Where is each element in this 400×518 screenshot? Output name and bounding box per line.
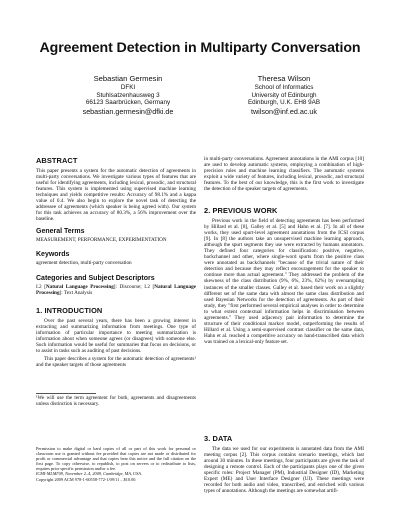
keywords-heading: Keywords: [36, 251, 70, 258]
author-email: sebastian.germesin@dfki.de: [82, 106, 174, 116]
categories-part: I.2 [: [36, 284, 46, 290]
abstract-heading: ABSTRACT: [36, 156, 78, 165]
author-address: University of Edinburgh: [251, 91, 317, 99]
author-2: [194, 74, 374, 116]
permission-block: [36, 446, 196, 482]
categories-heading: Categories and Subject Descriptors: [36, 275, 155, 282]
introduction-paragraph: This paper describes a system for the automatic detection of agreements¹ and the speaker targets of those agreements: [36, 356, 196, 369]
keywords-section: [36, 251, 196, 266]
footnote: [36, 395, 196, 407]
author-email: twilson@inf.ed.ac.uk: [250, 106, 318, 116]
data-heading: 3. DATA: [204, 434, 233, 443]
categories-bold: Natural Language Processing: [45, 284, 114, 290]
author-block: [0, 74, 400, 134]
paper-title: Agreement Detection in Multiparty Conversation: [39, 40, 361, 56]
general-terms-heading: General Terms: [36, 228, 85, 235]
categories-bold: Natural Language Processing: [36, 284, 196, 297]
abstract-section: [36, 156, 196, 222]
categories-text: [36, 284, 196, 296]
author-city: 66123 Saarbrücken, Germany: [85, 99, 171, 107]
author-address: Stuhlsatzenhausweg 3: [96, 91, 160, 99]
general-terms-section: [36, 228, 196, 243]
keywords-text: agreement detection, multi-party conversation: [36, 260, 132, 266]
data-section: [204, 434, 364, 494]
introduction-section: [36, 306, 196, 368]
introduction-heading: 1. INTRODUCTION: [36, 306, 103, 315]
previous-work-text: Previous work in the field of detecting agreements has been performed by Hillard et al. [8], Galley et al. [5] and Hahn et al. [7]. In all of these works, they used spurt-level agreement annotations from the ICSI corpus [9]. In [8] the authors take an unsupervised machine learning approach, although the spurt segments they use were extracted by humans annotators. They defined four categories for classification: positive, negative, backchannel and other, where single-word spurts from the positive class were annotated as backchannels "because of the trivial nature of their detection and because they may reflect encouragement for the speaker to continue more than actual agreement." They addressed the problem of the skewness of the class distribution (9%, 6%, 23%, 62%) by oversampling instances of the smaller classes. Galley et al. based their work on a slightly different set of the same data with almost the same class distribution and used Bayesian Networks for the detection of agreements. As part of their study, they "first performed several empirical analyses in order to determine to what extent contextual information helps in discrimination between agreements." They used adjacency pair information to determine the structure of their conditional markov model, outperforming the results of Hillard et al. Using a semi-supervised contrast classifier on the same data, Hahn et al. reached a competitive accuracy on hand-transcribed data which was trained on a lexical-only feature set.: [204, 218, 364, 345]
categories-section: [36, 275, 196, 296]
intro-continuation: [204, 156, 364, 192]
intro-continuation-text: in multi-party conversations. Agreement annotations in the AMI corpus [10] are used to develop automatic systems, employing a combination of high-precision rules and machine learning classifiers. The automatic systems exploit a wide variety of features, including lexical, prosodic, and structural features. To the best of our knowledge, this is the first work to investigate the detection of the speaker targets of agreements.: [204, 156, 364, 193]
footnote-rule: [36, 393, 96, 394]
permission-text: Permission to make digital or hard copies of all or part of this work for personal or classroom use is granted without fee provided that copies are not made or distributed for profit or commercial advantage and that copies bear this notice and the full citation on the first page. To copy otherwise, to republish, to post on servers or to redistribute to lists, requires prior specific permission and/or a fee.: [36, 446, 196, 472]
author-name: Theresa Wilson: [257, 74, 311, 83]
introduction-paragraph: Over the past several years, there has been a growing interest in extracting and summarizing information from meetings. One type of information of particular importance to meeting summarization is information about when someone agrees (or disagrees) with someone else. Such information would be useful for summaries that focus on decisions, or to assist in tasks such as auditing of past decisions.: [36, 318, 196, 355]
copyright-text: Copyright 2009 ACM 978-1-60558-772-1/09/11 ...$10.00.: [36, 476, 137, 482]
previous-work-section: [204, 206, 364, 345]
author-affiliation: School of Informatics: [254, 84, 314, 91]
author-1: [38, 74, 218, 116]
venue-text: ICMI-MLMI'09, November 2–4, 2009, Cambridge, MA, USA.: [36, 471, 142, 477]
categories-part: ]: Text Analysis: [59, 290, 93, 297]
footnote-text: ¹We will use the term agreement for both, agreements and disagreements unless distinction is necessary.: [36, 395, 196, 408]
author-city: Edinburgh, U.K. EH8 9AB: [247, 99, 321, 107]
previous-work-heading: 2. PREVIOUS WORK: [204, 206, 278, 215]
author-name: Sebastian Germesin: [93, 74, 163, 83]
author-affiliation: DFKI: [120, 84, 136, 91]
categories-part: ]: Discourse; I.2 [: [113, 284, 155, 290]
abstract-text: This paper presents a system for the automatic detection of agreements in multi-party conversations. We investigate various types of features that are useful for identifying agreements, including lexical, prosodic, and structural features. This system is implemented using supervised machine learning techniques and yields competitive results: Accuracy of 98.1% and a kappa value of 0.4. We also begin to explore the novel task of detecting the addressee of agreements (which speaker is being agreed with). Our system for this task achieves an accuracy of 80.3%, a 56% improvement over the baseline.: [36, 168, 196, 223]
data-text: The data we used for our experiments is annotated data from the AMI meeting corpus [2]. This corpus contains scenario meetings, which last around 30 minutes. In these meetings, four participants are given the task of designing a remote control. Each of the participants plays one of the given specific roles: Project Manager (PM), Industrial Designer (ID), Marketing Expert (ME) and User Interface Designer (UI). These meetings were recorded for both audio and video, transcribed, and enriched with various types of annotations. Although the meetings are somewhat artifi-: [204, 446, 364, 495]
general-terms-text: MEASUREMENT, PERFORMANCE, EXPERIMENTATION: [36, 237, 167, 243]
